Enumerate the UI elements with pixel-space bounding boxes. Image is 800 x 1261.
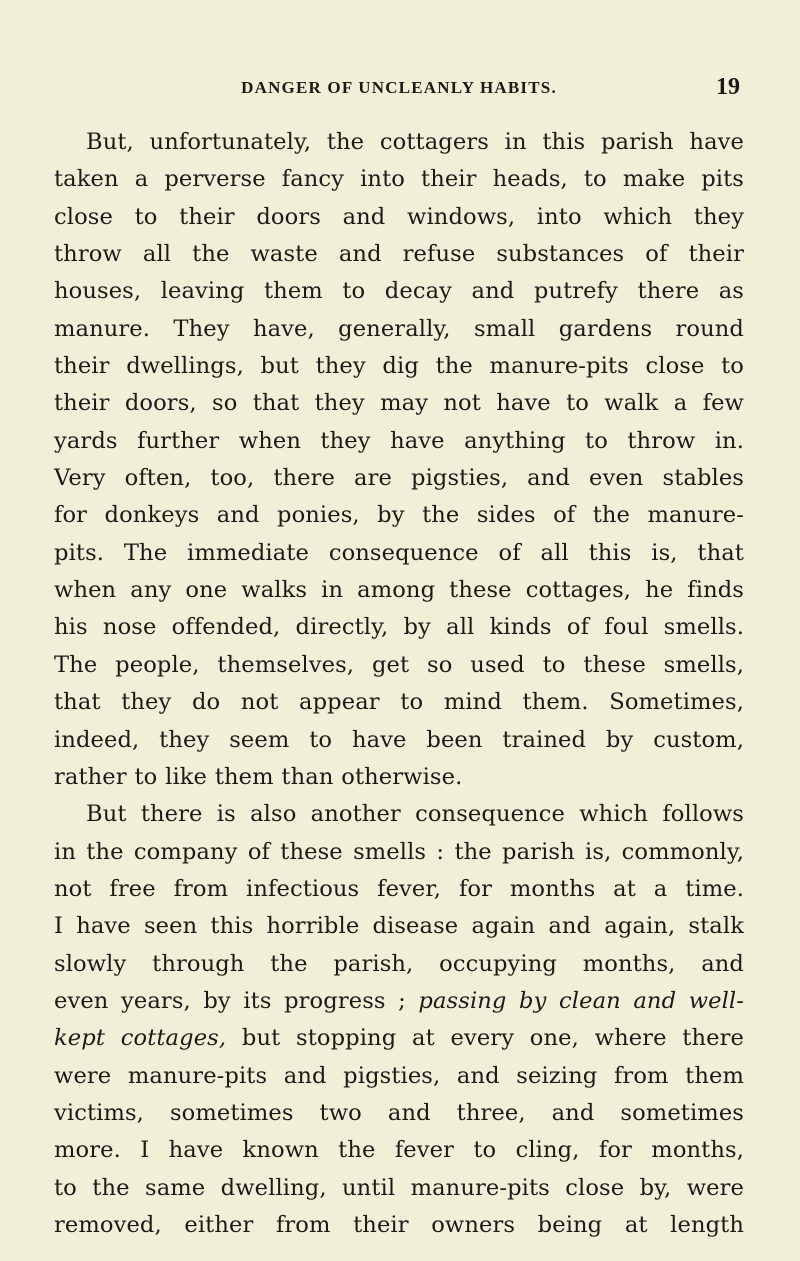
text-line: yards further when they have anything to throw in.: [54, 427, 744, 454]
text-line: not free from infectious fever, for months at a time.: [54, 875, 744, 902]
text-line: houses, leaving them to decay and putrefy there as: [54, 278, 744, 305]
text-line-with-italic: [54, 983, 744, 1020]
text-line: But there is also another consequence which follows: [86, 801, 744, 828]
paragraph-2: [54, 796, 744, 1244]
text-line: more. I have known the fever to cling, for months,: [54, 1137, 744, 1164]
text-line: rather to like them than otherwise.: [54, 763, 463, 790]
text-line: The people, themselves, get so used to these smells,: [54, 651, 744, 678]
text-line: manure. They have, generally, small gardens round: [54, 315, 744, 342]
text-line: indeed, they seem to have been trained by custom,: [54, 726, 744, 753]
italic-phrase: passing by clean and well-: [418, 987, 744, 1014]
text-run: even years, by its progress ;: [54, 987, 406, 1014]
text-line: I have seen this horrible disease again and again, stalk: [54, 913, 744, 940]
text-line: Very often, too, there are pigsties, and even stables: [54, 465, 744, 492]
text-line: when any one walks in among these cottages, he finds: [54, 577, 744, 604]
text-line: pits. The immediate consequence of all this is, that: [54, 539, 744, 566]
text-line: to the same dwelling, until manure-pits close by, were: [54, 1174, 744, 1201]
text-line: his nose offended, directly, by all kinds of foul smells.: [54, 614, 744, 641]
page-number: 19: [716, 74, 740, 100]
paragraph-1: [54, 124, 744, 796]
text-line: removed, either from their owners being at length: [54, 1211, 744, 1238]
text-line: But, unfortunately, the cottagers in this parish have: [86, 129, 744, 155]
text-line: taken a perverse fancy into their heads, to make pits: [54, 166, 744, 193]
text-line: in the company of these smells : the parish is, commonly,: [54, 838, 744, 865]
text-line: victims, sometimes two and three, and sometimes: [54, 1099, 744, 1126]
text-line: their doors, so that they may not have to walk a few: [54, 390, 744, 417]
text-line-with-italic: [54, 1020, 744, 1057]
text-run: but stopping at every one, where there: [241, 1025, 744, 1052]
text-line: slowly through the parish, occupying months, and: [54, 950, 744, 977]
text-line: were manure-pits and pigsties, and seizing from them: [54, 1062, 744, 1089]
text-line: their dwellings, but they dig the manure-pits close to: [54, 353, 744, 380]
body-text: [54, 124, 744, 1244]
text-line: close to their doors and windows, into which they: [54, 203, 744, 230]
running-title: DANGER OF UNCLEANLY HABITS.: [241, 78, 557, 97]
italic-phrase: kept cottages,: [54, 1025, 227, 1052]
text-line: throw all the waste and refuse substances of their: [54, 241, 744, 268]
running-head: [54, 74, 744, 108]
text-line: that they do not appear to mind them. Sometimes,: [54, 689, 744, 716]
text-line: for donkeys and ponies, by the sides of the manure-: [54, 502, 744, 529]
